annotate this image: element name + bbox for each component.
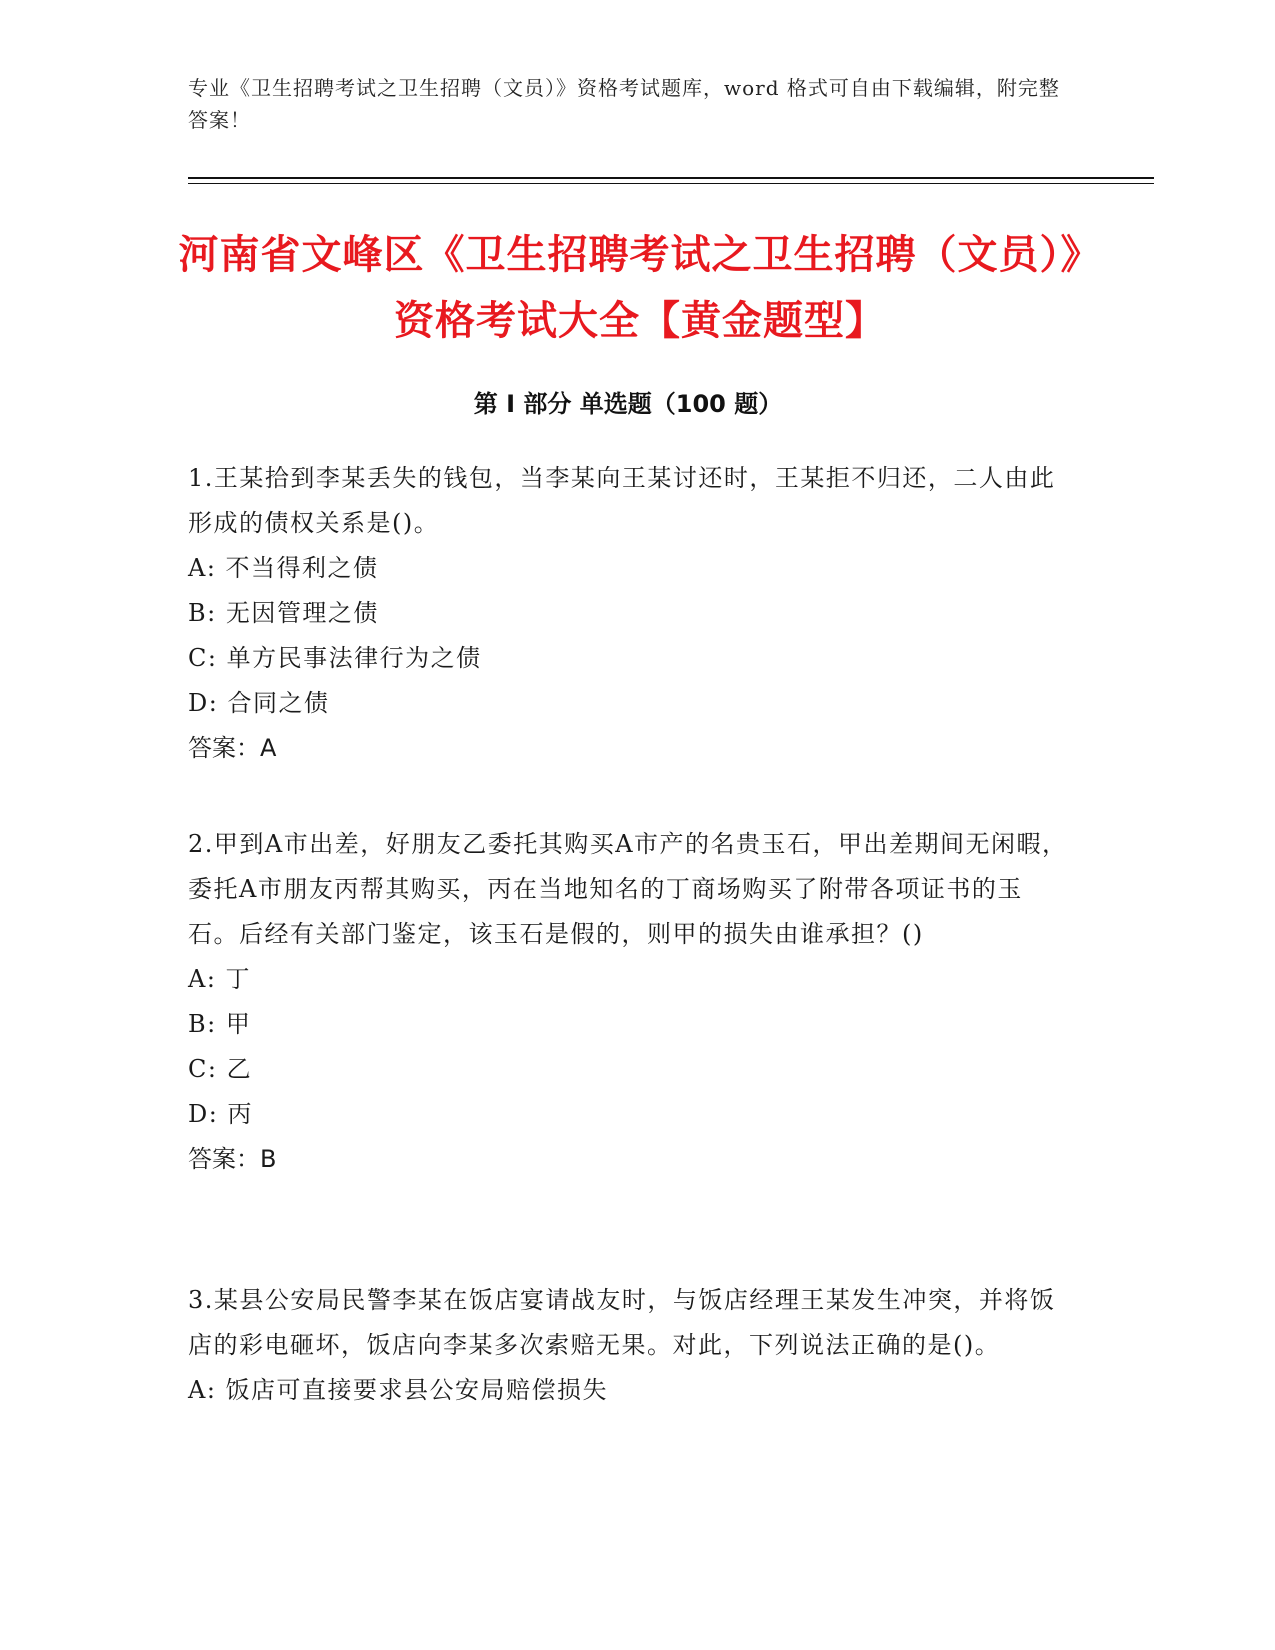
question-stem: 3.某县公安局民警李某在饭店宴请战友时，与饭店经理王某发生冲突，并将饭店的彩电砸坏，饭店向李某多次索赔无果。对此，下列说法正确的是()。 bbox=[188, 1286, 1056, 1359]
option-b: B: 甲 bbox=[188, 1010, 252, 1038]
option-d: D: 合同之债 bbox=[188, 689, 330, 717]
section-heading: 第 I 部分 单选题（100 题） bbox=[473, 390, 783, 418]
answer: 答案：A bbox=[188, 734, 277, 762]
question-stem: 1.王某拾到李某丢失的钱包，当李某向王某讨还时，王某拒不归还，二人由此形成的债权关系是()。 bbox=[188, 464, 1056, 537]
question-1 bbox=[188, 456, 1068, 771]
option-a: A: 饭店可直接要求县公安局赔偿损失 bbox=[188, 1376, 609, 1404]
question-stem: 2.甲到A市出差，好朋友乙委托其购买A市产的名贵玉石，甲出差期间无闲暇，委托A市朋友丙帮其购买，丙在当地知名的丁商场购买了附带各项证书的玉石。后经有关部门鉴定，该玉石是假的，则甲的损失由谁承担？() bbox=[188, 830, 1068, 948]
option-c: C: 单方民事法律行为之债 bbox=[188, 644, 482, 672]
option-b: B: 无因管理之债 bbox=[188, 599, 379, 627]
option-c: C: 乙 bbox=[188, 1055, 253, 1083]
header-divider-thick bbox=[188, 177, 1154, 179]
header-note: 专业《卫生招聘考试之卫生招聘（文员）》资格考试题库，word 格式可自由下载编辑，附完整答案！ bbox=[188, 76, 1060, 132]
option-d: D: 丙 bbox=[188, 1100, 253, 1128]
question-2 bbox=[188, 822, 1068, 1182]
question-3 bbox=[188, 1278, 1068, 1413]
option-a: A: 丁 bbox=[188, 965, 252, 993]
option-a: A: 不当得利之债 bbox=[188, 554, 379, 582]
document-title: 河南省文峰区《卫生招聘考试之卫生招聘（文员）》资格考试大全【黄金题型】 bbox=[178, 232, 1102, 344]
answer: 答案：B bbox=[188, 1145, 277, 1173]
header-divider-thin bbox=[188, 183, 1154, 184]
